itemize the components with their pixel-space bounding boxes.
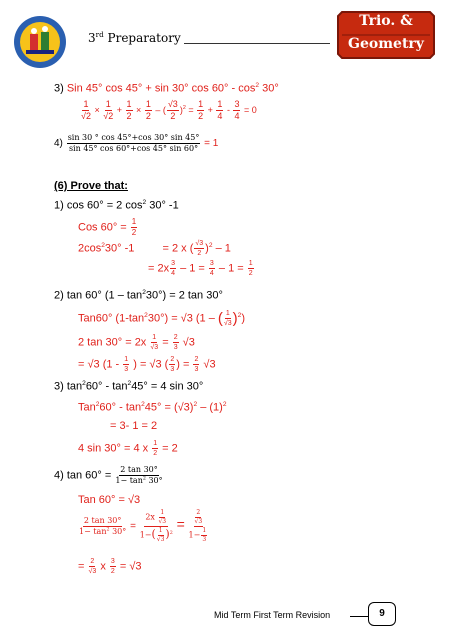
p4-line3: = $\frac{2}{√3}$ x $\frac{3}{2}$ = √3 [78,558,142,575]
page-number-box [368,602,396,626]
school-logo [12,14,68,70]
footer-text: Mid Term First Term Revision [214,610,331,620]
p4-statement: 4) tan 60° = $\frac{2 \tan 30^\circ}{1- \tan^2 30^\circ}$ [54,465,163,485]
p4-line2: $\frac{2 \tan 30^\circ}{1- \tan^2 30^\circ}$ = 2x $\frac{1}{√3}$ 1−( $\frac{1}{√3}$ )$^2$ = 2 √3 1− $\frac{1}{3}$ [79,509,207,543]
p4-line1: Tan 60° = √3 [78,494,141,506]
p3-line3: 4 sin 30° = 4 x $\frac{1}{2}$ = 2 [78,440,178,457]
q3-line: 3) Sin 45° cos 45° + sin 30° $\cos 60^\circ - \cos^2 30^\circ$ [54,82,279,95]
p2-line3: = √3 (1 - $\frac{1}{3}$ ) = √3 ( $\frac{2}{3}$ ) = $\frac{2}{3}$ √3 [78,356,216,373]
footer-rule [350,616,368,617]
page-number: 9 [379,608,385,619]
p3-line1: $Tan^260^\circ - \tan^245^\circ = (√3)^2 - (1)^2$ [78,401,227,414]
p1-line3: = 2x $\frac{3}{4}$ – 1 = $\frac{3}{4}$ – 1 = $\frac{1}{2}$ [148,260,253,277]
q3-solution: $\frac{1}{√2}$ × $\frac{1}{√2}$ + $\frac{1}{2}$ × $\frac{1}{2}$ – ( $\frac{√3}{2}$ )$^2$ = $\frac{1}{2}$ + $\frac{1}{4}$ - $\frac{3}{4}$ = 0 [81,99,257,121]
p3-line2: = 3- 1 = 2 [110,420,158,432]
p3-statement: 3) $\tan^260^\circ - \tan^245^\circ = 4$ sin 30° [54,380,204,393]
p1-line1: Cos 60° = $\frac{1}{2}$ [78,217,137,237]
section-title: (6) Prove that: [54,180,128,192]
q4-line: 4) $\frac{\sin 30 ^\circ \cos 45^\circ+\cos 30^\circ \sin 45^\circ}{\sin 45^\circ \cos 60^\circ+\cos 45^\circ \sin 60^\circ}$ = 1 [54,133,219,153]
p1-statement: 1) cos 60° = 2 $\cos^2 30^\circ$ -1 [54,199,179,212]
p1-line2: $2\cos^230^\circ$ -1 = 2 x ( $\frac{√3}{2}$ )$^2$ – 1 [78,240,231,257]
grade-heading: 3rd Preparatory [88,30,181,45]
header-rule [184,43,330,44]
badge-top-text: Trio. & [359,13,413,29]
p2-statement: 2) tan 60° $(1 - \tan^230^\circ) = 2$ tan 30° [54,289,223,302]
subject-badge [336,10,436,60]
p2-line1: Tan60° $(1-\tan^230^\circ) = √3$ (1 – ( $\frac{1}{√3}$ )$^2$) [78,310,245,327]
badge-bottom-text: Geometry [348,36,424,52]
p2-line2: 2 tan 30° = 2x $\frac{1}{√3}$ = $\frac{2}{3}$ √3 [78,334,195,351]
